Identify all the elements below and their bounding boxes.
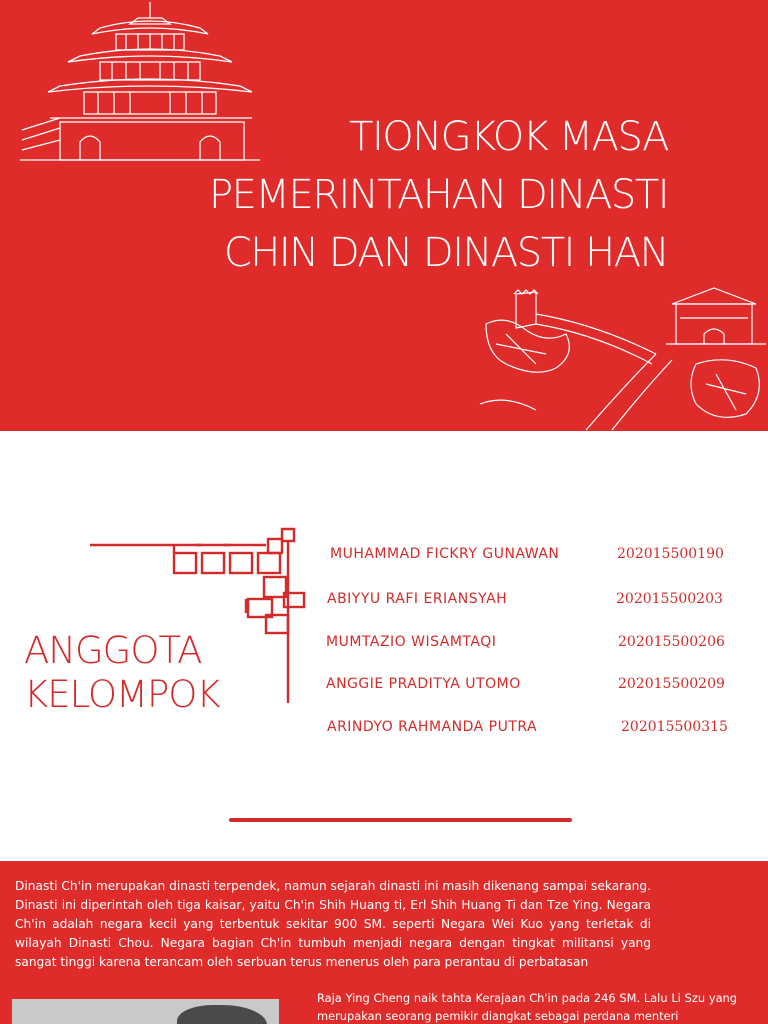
member-row — [326, 676, 746, 698]
article-section — [0, 861, 768, 1024]
title-line-1: TIONGKOK MASA — [349, 114, 668, 160]
member-row — [327, 591, 747, 613]
member-name: ARINDYO RAHMANDA PUTRA — [327, 719, 538, 735]
hero-banner — [0, 0, 768, 431]
historical-photo — [12, 999, 279, 1024]
members-section — [0, 431, 768, 861]
member-name: ANGGIE PRADITYA UTOMO — [326, 676, 521, 692]
page-title — [209, 108, 668, 282]
title-line-2: PEMERINTAHAN DINASTI — [209, 172, 668, 218]
member-nim: 202015500209 — [618, 676, 725, 692]
photo-detail — [177, 1005, 267, 1024]
member-nim: 202015500190 — [617, 546, 724, 562]
members-heading-line-1: ANGGOTA — [24, 629, 202, 672]
members-heading-line-2: KELOMPOK — [24, 673, 220, 716]
member-name: MUHAMMAD FICKRY GUNAWAN — [330, 546, 560, 562]
title-line-3: CHIN DAN DINASTI HAN — [223, 230, 668, 276]
member-row — [327, 719, 747, 741]
member-name: MUMTAZIO WISAMTAQI — [326, 634, 497, 650]
article-paragraph-2: Raja Ying Cheng naik tahta Kerajaan Ch'in pada 246 SM. Lalu Li Szu yang merupakan seorang pemikir diangkat sebagai perdana menteri — [317, 991, 737, 1023]
member-nim: 202015500203 — [616, 591, 723, 607]
member-row — [330, 546, 750, 568]
member-nim: 202015500206 — [618, 634, 725, 650]
great-wall-illustration — [476, 284, 768, 431]
article-paragraph-1: Dinasti Ch'in merupakan dinasti terpendek, namun sejarah dinasti ini masih dikenang sampai sekarang. Dinasti ini diperintah oleh tiga kaisar, yaitu Ch'in Shih Huang ti, Erl Shih Huang Ti dan Tze Ying. Negara Ch'in adalah negara kecil yang terbentuk sekitar 900 SM. seperti Negara Wei Kuo yang terletak di wilayah Dinasti Chou. Negara bagian Ch'in tumbuh menjadi negara dengan tingkat militansi yang sangat tinggi karena terancam oleh serbuan terus menerus oleh para perantau di perbatasan — [15, 879, 651, 969]
members-heading — [24, 629, 220, 717]
member-nim: 202015500315 — [621, 719, 728, 735]
member-row — [326, 634, 746, 656]
section-divider — [229, 818, 572, 822]
member-name: ABIYYU RAFI ERIANSYAH — [327, 591, 508, 607]
